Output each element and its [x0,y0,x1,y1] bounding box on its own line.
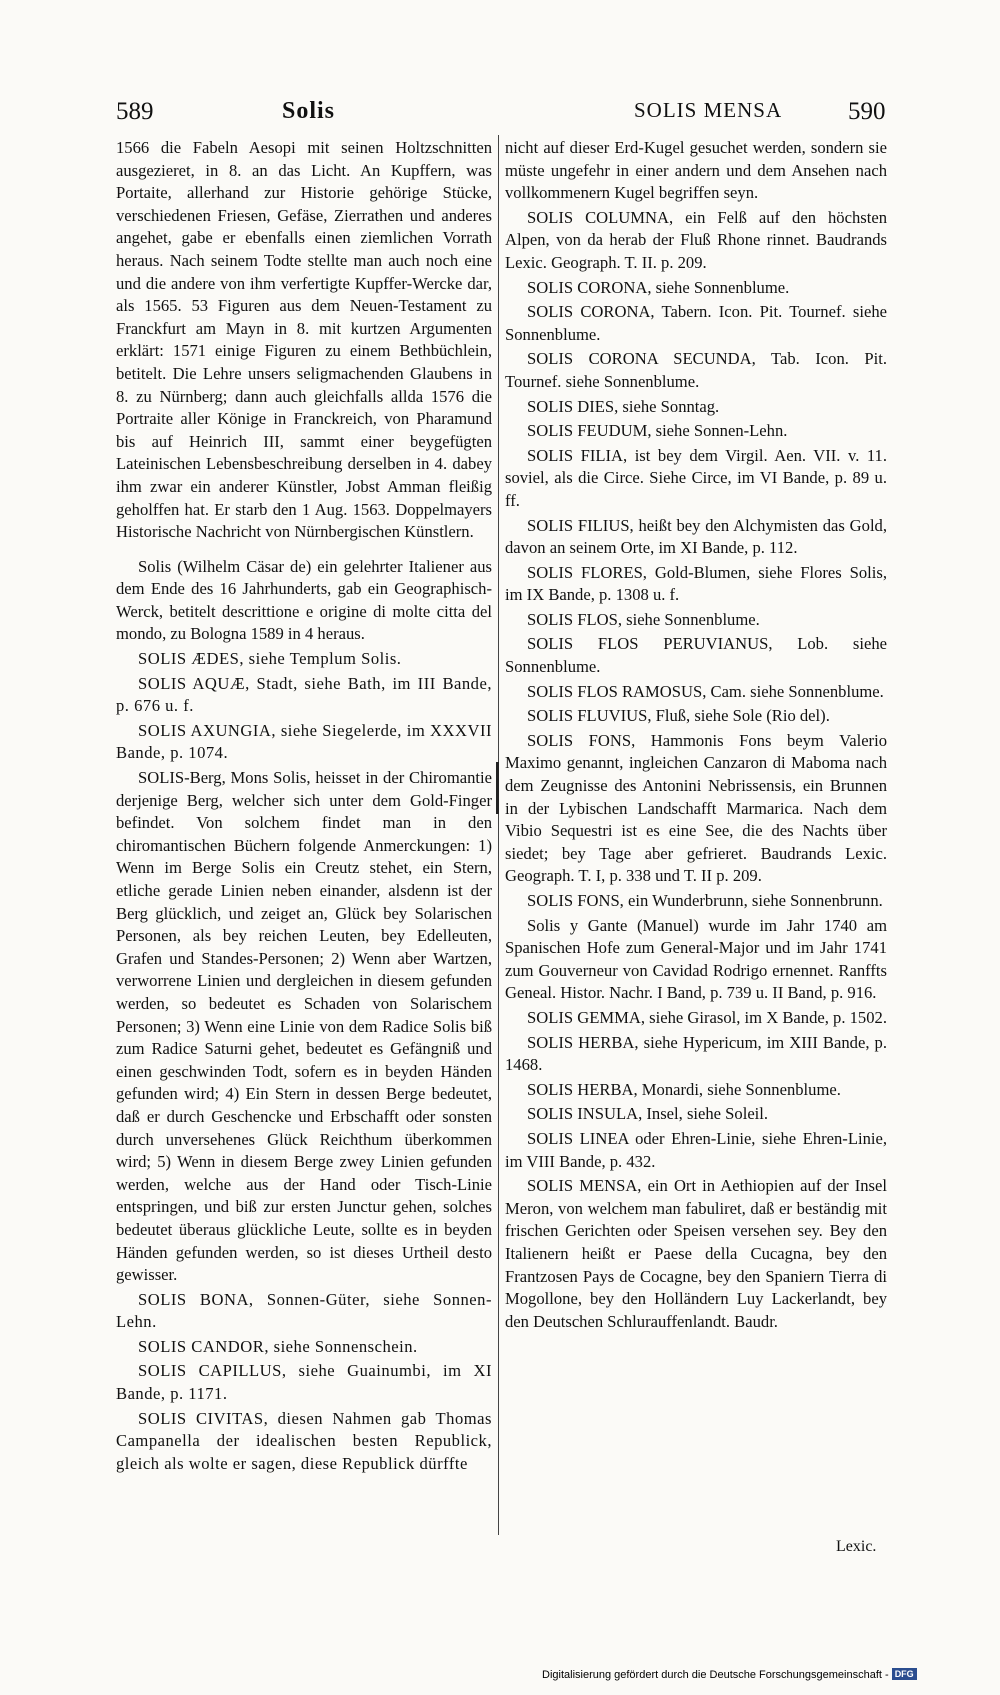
entry-paragraph: SOLIS FLORES, Gold-Blumen, siehe Flores Solis, im IX Bande, p. 1308 u. f. [505,562,887,605]
entry-paragraph: SOLIS FLOS, siehe Sonnenblume. [527,609,760,629]
entry-paragraph: SOLIS-Berg, Mons Solis, heisset in der Chiromantie derjenige Berg, welcher sich unter dem Gold-Finger befindet. Von solchem findet man in den chiromantischen Büchern folgende Anmerckungen: 1) Wenn im Berge Solis ein Creutz stehet, ein Stern, etliche gerade Linien neben einander, alsdenn ist der Berg glücklich, und zeiget an, Glück bey Solarischen Personen, als bey reichen Leuten, bey Edelleuten, Grafen und Standes-Personen; 2) Wenn aber Wartzen, verworrene Linien und dergleichen in diesem gefunden werden, so bedeutet es Schaden von Solarischem Personen; 3) Wenn eine Linie von dem Radice Solis biß zum Radice Saturni gehet, bedeutet es Gefängniß und einen geschwinden Todt, sofern es in beyden Händen gefunden wird; 4) Ein Stern in dessen Berge bedeutet, daß er durch Geschencke und Erbschafft oder sonsten durch unversehenes Glück Reichthum überkommen wird; 5) Wenn in diesem Berge zwey Linien gefunden werden, welche aus der Hand oder Tisch-Linie entspringen, und biß zur ersten Junctur gehen, solches bedeutet überaus glückliche Leute, sollte es in beyden Händen gefunden werden, so ist dieses Urtheil desto gewisser. [116,768,492,1285]
entry-paragraph: Solis (Wilhelm Cäsar de) ein gelehrter Italiener aus dem Ende des 16 Jahrhunderts, gab ein Geographisch-Werck, betitelt descrittione e origine di molte citta del mondo, zu Bologna 1589 in 4 heraus. [116,556,492,644]
entry-paragraph: SOLIS CAPILLUS, siehe Guainumbi, im XI Bande, p. 1171. [116,1361,492,1404]
column-divider-mark [496,762,499,814]
entry-continuation: 1566 die Fabeln Aesopi mit seinen Holtzschnitten ausgezieret, in 8. an das Licht. An Kupffern, was Portaite, allerhand zur Historie gehörige Stücke, verschiedenen Friesen, Gefäse, Zierrathen und anderes angehet, gabe er ebenfalls einen ziemlichen Vorrath heraus. Nach seinem Todte stellte man auch noch eine und die andere von ihm verfertigte Kupffer-Wercke dar, als 1565. 53 Figuren aus dem Neuen-Testament zu Franckfurt am Mayn in 8. mit kurtzen Argumenten erklärt: 1571 einige Figuren zu einem Bethbüchlein, betitelt. Die Lehre unsers seligmachenden Glaubens in 8. zu Nürnberg; dann auch gleichfalls allda 1576 die Portraite aller Könige in Franckreich, von Pharamund bis auf Heinrich III, sammt einer beygefügten Lateinischen Lebensbeschreibung derselben in 4. dabey ihm zwar ein anderer Künstler, Jobst Amman fleißig geholffen hat. Er starb den 1 Aug. 1563. Doppelmayers Historische Nachricht von Nürnbergischen Künstlern. [116,138,492,542]
running-head-right: SOLIS MENSA [634,98,783,122]
entry-paragraph: SOLIS FONS, ein Wunderbrunn, siehe Sonnenbrunn. [527,891,883,910]
digitization-footer [542,1668,917,1681]
footer-text: Digitalisierung gefördert durch die Deutsche Forschungsgemeinschaft - [542,1669,889,1681]
entry-paragraph: SOLIS FILIUS, heißt bey den Alchymisten das Gold, davon an seinem Orte, im XI Bande, p. 112. [505,515,887,558]
entry-paragraph: SOLIS LINEA oder Ehren-Linie, siehe Ehren-Linie, im VIII Bande, p. 432. [505,1128,887,1171]
entry-paragraph: SOLIS FLOS PERUVIANUS, Lob. siehe Sonnenblume. [505,634,887,677]
entry-paragraph: SOLIS MENSA, ein Ort in Aethiopien auf der Insel Meron, von welchem man fabuliret, daß er beständig mit frischen Gerichten oder Speisen versehen sey. Bey den Italienern heißt er Paese della Cucagna, bey den Frantzosen Pays de Cocagne, bey den Spaniern Tierra di Mogollone, bey den Holländern Luy Lackerlandt, bey den Deutschen Schlurauffenlandt. Baudr. [505,1176,887,1331]
entry-paragraph: SOLIS AQUÆ, Stadt, siehe Bath, im III Bande, p. 676 u. f. [116,673,492,716]
column-divider [498,135,499,1535]
entry-paragraph: SOLIS ÆDES, siehe Templum Solis. [138,649,402,669]
entry-paragraph: SOLIS GEMMA, siehe Girasol, im X Bande, p. 1502. [527,1007,887,1027]
running-head-left: Solis [282,98,336,124]
entry-continuation: nicht auf dieser Erd-Kugel gesuchet werden, sondern sie müste ungefehr in einer andern und dem Ansehen nach vollkommenern Kugel begriffen seyn. [505,138,887,203]
entry-paragraph: SOLIS INSULA, Insel, siehe Soleil. [527,1104,769,1124]
catchword: Lexic. [836,1538,877,1555]
entry-paragraph: SOLIS CORONA SECUNDA, Tab. Icon. Pit. Tournef. siehe Sonnenblume. [505,349,887,391]
entry-paragraph: SOLIS AXUNGIA, siehe Siegelerde, im XXXVII Bande, p. 1074. [116,720,492,763]
entry-paragraph: SOLIS FLOS RAMOSUS, Cam. siehe Sonnenblume. [527,681,884,701]
dfg-logo: DFG [892,1668,917,1680]
entry-paragraph: SOLIS CANDOR, siehe Sonnenschein. [138,1336,418,1356]
entry-paragraph: SOLIS FLUVIUS, Fluß, siehe Sole (Rio del). [527,706,830,726]
entry-paragraph: SOLIS HERBA, siehe Hypericum, im XIII Bande, p. 1468. [505,1032,887,1075]
page-number-left: 589 [116,98,154,125]
entry-paragraph: SOLIS CORONA, siehe Sonnenblume. [527,277,790,297]
entry-paragraph: SOLIS CORONA, Tabern. Icon. Pit. Tournef. siehe Sonnenblume. [505,302,887,344]
entry-paragraph: SOLIS FILIA, ist bey dem Virgil. Aen. VII. v. 11. soviel, als die Circe. Siehe Circe, im VI Bande, p. 89 u. ff. [505,445,887,510]
left-column [116,137,492,1527]
entry-paragraph: SOLIS FONS, Hammonis Fons beym Valerio Maximo genannt, ingleichen Canzaron di Maboma nach dem Zeugnisse des Antonini Nebrissensis, ein Brunnen in der Lybischen Landschafft Marmarica. Nach dem Vibio Sequestri ist es eine See, die des Nachts über siedet; bey Tage aber gefrieret. Baudrands Lexic. Geograph. T. I, p. 338 und T. II p. 209. [505,730,887,886]
entry-paragraph: Solis y Gante (Manuel) wurde im Jahr 1740 am Spanischen Hofe zum General-Major und im Jahr 1741 zum Gouverneur von Cavidad Rodrigo ernennet. Ranffts Geneal. Histor. Nachr. I Band, p. 739 u. II Band, p. 916. [505,915,887,1003]
entry-paragraph: SOLIS BONA, Sonnen-Güter, siehe Sonnen-Lehn. [116,1289,492,1332]
page-number-right: 590 [848,98,886,125]
right-column [505,137,887,1527]
entry-paragraph: SOLIS FEUDUM, siehe Sonnen-Lehn. [527,421,788,441]
entry-paragraph: SOLIS HERBA, Monardi, siehe Sonnenblume. [527,1079,841,1099]
entry-paragraph: SOLIS DIES, siehe Sonntag. [527,396,720,416]
entry-paragraph: SOLIS CIVITAS, diesen Nahmen gab Thomas Campanella der idealischen besten Republick, gleich als wolte er sagen, diese Republick dürffte [116,1408,492,1473]
entry-paragraph: SOLIS COLUMNA, ein Felß auf den höchsten Alpen, von da herab der Fluß Rhone rinnet. Baudrands Lexic. Geograph. T. II. p. 209. [505,207,887,272]
